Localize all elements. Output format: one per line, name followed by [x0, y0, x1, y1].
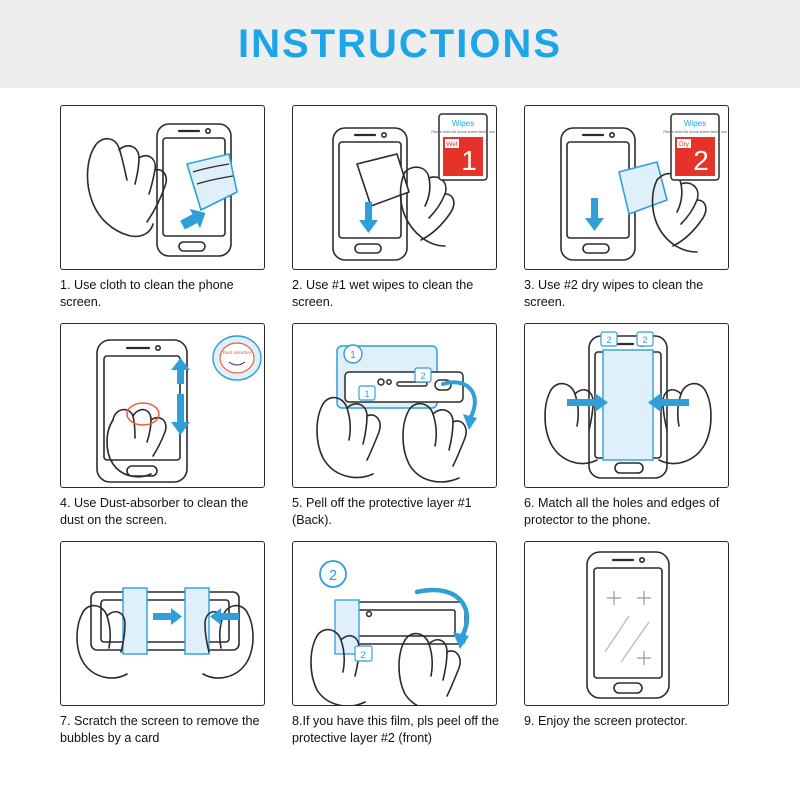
step-caption-5: 5. Pell off the protective layer #1 (Back). — [292, 496, 472, 527]
steps-grid — [60, 105, 750, 755]
svg-text:Wet: Wet — [446, 141, 458, 148]
svg-text:2: 2 — [642, 335, 648, 345]
step-caption-7: 7. Scratch the screen to remove the bubbles by a card — [60, 714, 260, 745]
svg-text:Dry: Dry — [678, 141, 690, 148]
step-cell-2 — [292, 105, 518, 319]
svg-text:Wipes: Wipes — [683, 119, 707, 128]
svg-text:Please clean the phone screen: Please clean the phone screen before use — [663, 130, 727, 134]
art-wet-wipe-phone — [293, 106, 497, 270]
art-dry-wipe-phone — [525, 106, 729, 270]
svg-text:2: 2 — [606, 335, 612, 345]
step-illustration-3 — [524, 105, 729, 270]
step-caption-9: 9. Enjoy the screen protector. — [524, 714, 688, 728]
header-bar — [0, 0, 800, 88]
step-cell-1 — [60, 105, 286, 319]
svg-text:2: 2 — [360, 650, 366, 661]
shine-lines — [605, 616, 649, 662]
step-caption-4: 4. Use Dust-absorber to clean the dust on the screen. — [60, 496, 249, 527]
arrow-down-2 — [585, 198, 604, 231]
step-illustration-2 — [292, 105, 497, 270]
step-caption-1: 1. Use cloth to clean the phone screen. — [60, 278, 234, 309]
step-illustration-4 — [60, 323, 265, 488]
svg-text:2: 2 — [693, 145, 709, 176]
svg-text:1: 1 — [350, 350, 356, 361]
art-hand-cloth-phone — [61, 106, 265, 270]
step-illustration-5 — [292, 323, 497, 488]
step-cell-8 — [292, 541, 518, 755]
arrow-down-1 — [359, 202, 378, 233]
svg-text:Please clean the phone screen: Please clean the phone screen before use — [431, 130, 495, 134]
dust-absorber-sticker — [213, 336, 261, 380]
art-dust-absorber-phone — [61, 324, 265, 488]
step-illustration-9 — [524, 541, 729, 706]
step-caption-6: 6. Match all the holes and edges of protector to the phone. — [524, 496, 720, 527]
step-cell-9 — [524, 541, 750, 755]
step-cell-5 — [292, 323, 518, 537]
step-cell-4 — [60, 323, 286, 537]
svg-text:1: 1 — [364, 389, 370, 399]
step-cell-7 — [60, 541, 286, 755]
art-squeegee-card — [61, 542, 265, 706]
art-finished-phone — [525, 542, 729, 706]
art-align-protector — [525, 324, 729, 488]
svg-text:2: 2 — [420, 371, 426, 381]
wipes-packet-1 — [431, 114, 495, 180]
svg-text:Wipes: Wipes — [451, 119, 475, 128]
step-illustration-8 — [292, 541, 497, 706]
page-title: INSTRUCTIONS — [238, 21, 562, 66]
step-cell-6 — [524, 323, 750, 537]
svg-text:Dust absorber: Dust absorber — [222, 350, 252, 355]
step-caption-2: 2. Use #1 wet wipes to clean the screen. — [292, 278, 474, 309]
step-illustration-7 — [60, 541, 265, 706]
art-peel-front-layer — [293, 542, 497, 706]
step-caption-8: 8.If you have this film, pls peel off the protective layer #2 (front) — [292, 714, 499, 745]
svg-text:2: 2 — [328, 567, 338, 584]
step-cell-3 — [524, 105, 750, 319]
svg-text:1: 1 — [461, 145, 477, 176]
wipes-packet-2 — [663, 114, 727, 180]
art-peel-back-layer — [293, 324, 497, 488]
step-caption-3: 3. Use #2 dry wipes to clean the screen. — [524, 278, 704, 309]
step-illustration-1 — [60, 105, 265, 270]
step-illustration-6 — [524, 323, 729, 488]
